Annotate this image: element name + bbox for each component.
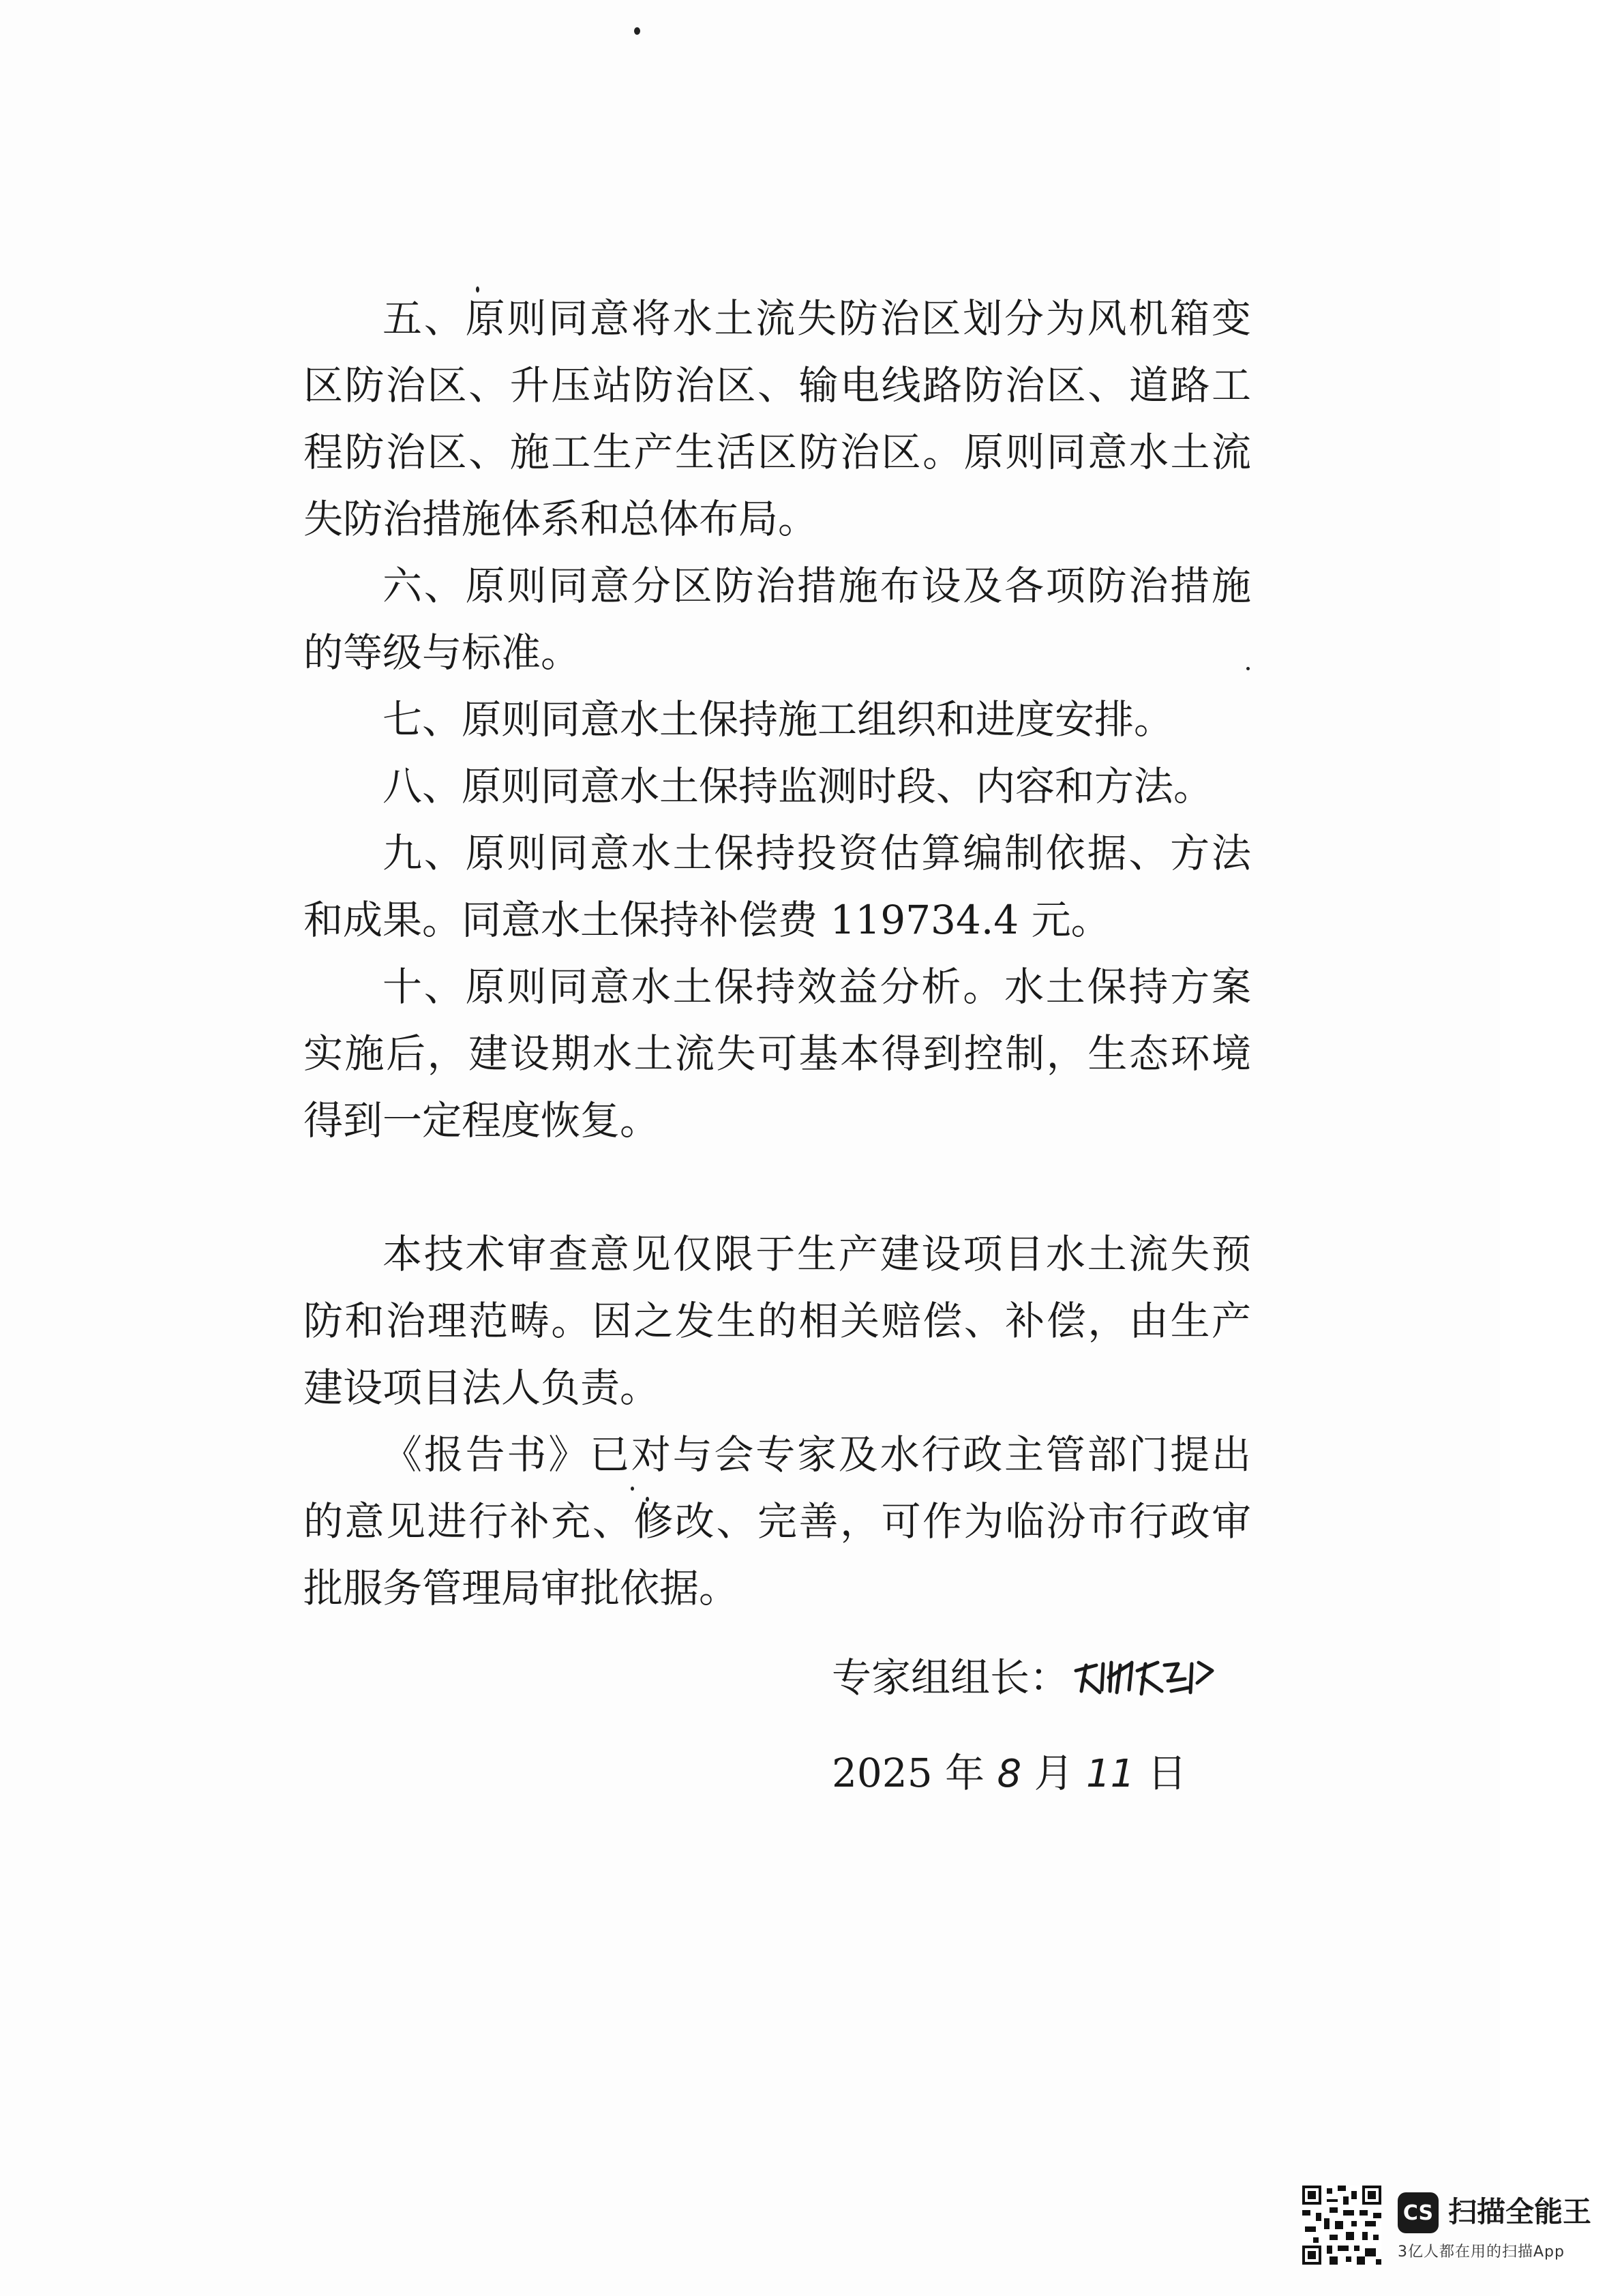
date-month-unit: 月 [1034,1750,1074,1796]
scan-speck [634,27,640,35]
camscanner-logo-icon: CS [1398,2192,1439,2233]
date-year: 2025 年 [832,1750,985,1796]
scanner-watermark [1302,2186,1616,2274]
paragraph-gap [303,1154,1251,1221]
signature-label: 专家组组长： [832,1654,1070,1701]
signature-line [832,1643,1350,1712]
paragraph-item-9: 九、原则同意水土保持投资估算编制依据、方法和成果。同意水土保持补偿费 119734.4 元。 [303,830,1251,943]
approval-statement: 《报告书》已对与会专家及水行政主管部门提出的意见进行补充、修改、完善，可作为临汾市行政审批服务管理局审批依据。 [303,1431,1251,1611]
qr-code-icon [1302,2186,1381,2265]
watermark-app-name: 扫描全能王 [1448,2195,1592,2228]
paragraph-item-8: 八、原则同意水土保持监测时段、内容和方法。 [382,763,1214,809]
date-month: 8 [997,1752,1022,1796]
signature-block [832,1643,1350,1808]
signature-scribble-icon [1069,1650,1274,1705]
paragraph-item-10: 十、原则同意水土保持效益分析。水土保持方案实施后，建设期水土流失可基本得到控制，生态环境得到一定程度恢复。 [303,964,1251,1144]
signature-date [832,1739,1350,1808]
paragraph-item-6: 六、原则同意分区防治措施布设及各项防治措施的等级与标准。 [303,563,1251,676]
document-body [303,285,1251,1622]
scope-statement: 本技术审查意见仅限于生产建设项目水土流失预防和治理范畴。因之发生的相关赔偿、补偿，由生产建设项目法人负责。 [303,1231,1251,1411]
paragraph-item-7: 七、原则同意水土保持施工组织和进度安排。 [382,696,1174,743]
watermark-tagline: 3亿人都在用的扫描App [1398,2243,1565,2261]
date-day: 11 [1086,1752,1135,1796]
date-day-unit: 日 [1147,1750,1187,1796]
page-edge [1500,0,1622,2296]
handwritten-signature [1069,1643,1287,1712]
paragraph-item-5: 五、原则同意将水土流失防治区划分为风机箱变区防治区、升压站防治区、输电线路防治区、道路工程防治区、施工生产生活区防治区。原则同意水土流失防治措施体系和总体布局。 [303,295,1251,542]
